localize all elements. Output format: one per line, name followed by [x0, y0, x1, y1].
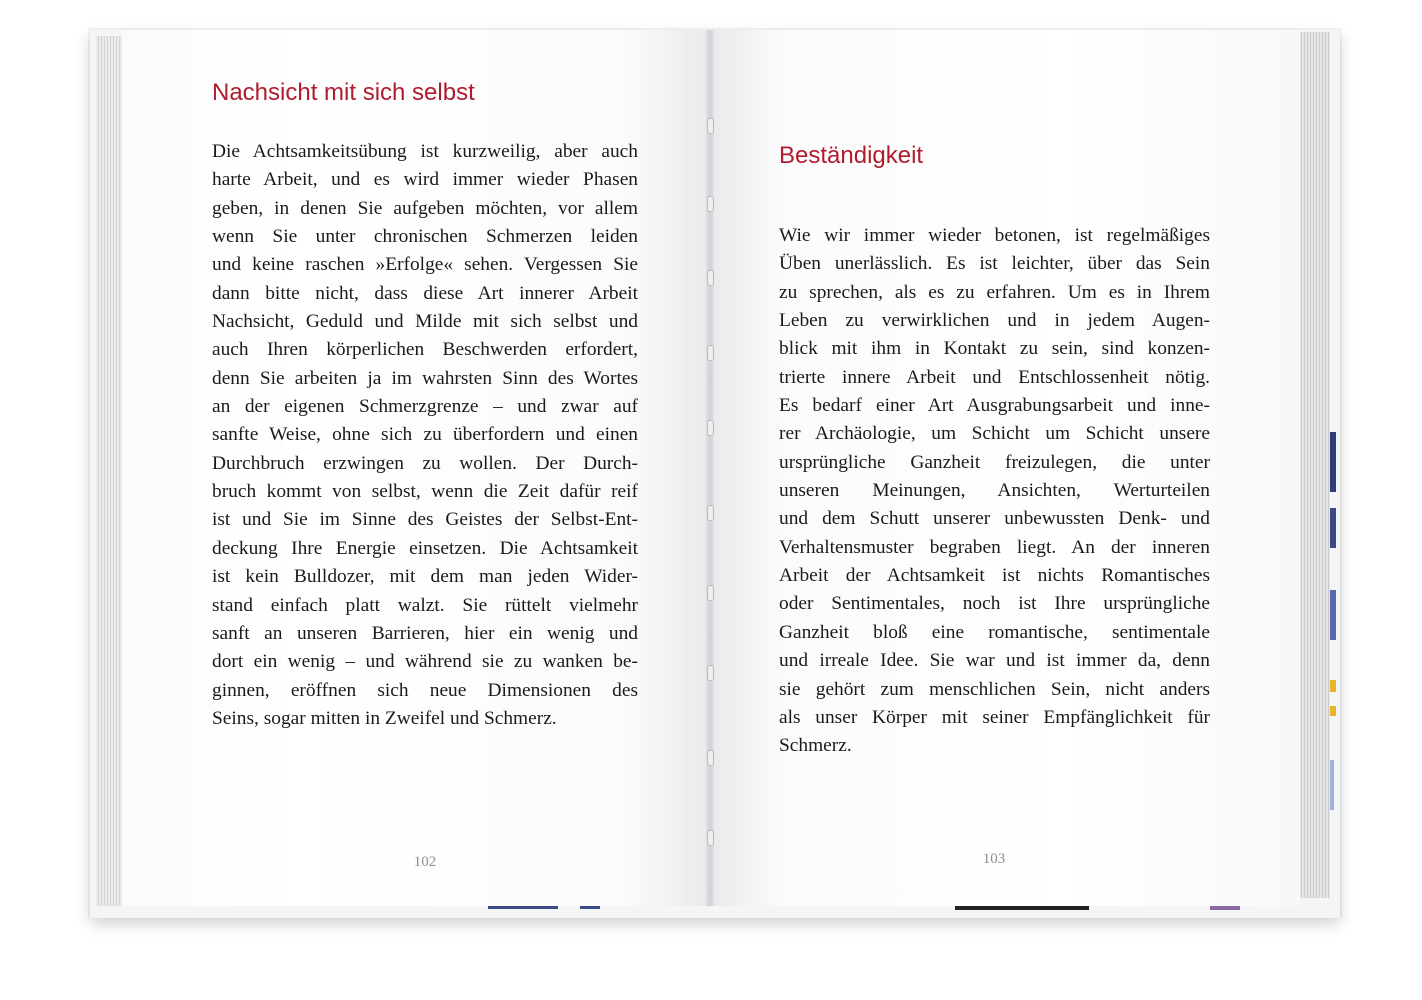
text-line: Die Achtsamkeitsübung ist kurzweilig, aber auch: [212, 141, 638, 162]
binding-stitch: [707, 420, 714, 436]
text-line: bruch kommt von selbst, wenn die Zeit dafür reif: [212, 481, 638, 503]
page-number-left: 102: [413, 854, 437, 870]
text-line: wenn Sie unter chronischen Schmerzen leiden: [212, 226, 638, 248]
text-line: denn Sie arbeiten ja im wahrsten Sinn des Wortes: [212, 367, 638, 389]
text-line: Üben unerlässlich. Es ist leichter, über das Sein: [779, 253, 1210, 275]
binding-stitch: [707, 585, 714, 601]
binding-stitch: [707, 665, 714, 681]
text-line: als unser Körper mit seiner Empfänglichkeit für: [779, 706, 1210, 728]
text-line: Arbeit der Achtsamkeit ist nichts Romantisches: [779, 565, 1210, 587]
left-page-heading: Nachsicht mit sich selbst: [212, 79, 475, 106]
text-line: Seins, sogar mitten in Zweifel und Schmerz.: [212, 707, 557, 729]
binding-stitch: [707, 345, 714, 361]
text-line: sie gehört zum menschlichen Sein, nicht anders: [779, 678, 1210, 700]
text-line: deckung Ihre Energie einsetzen. Die Achtsamkeit: [212, 537, 638, 559]
text-line: Durchbruch erzwingen zu wollen. Der Durch-: [212, 452, 638, 474]
text-line: stand einfach platt walzt. Sie rüttelt vielmehr: [212, 594, 638, 616]
text-line: sanft an unseren Barrieren, hier ein wenig und: [212, 622, 638, 644]
text-line: Es bedarf einer Art Ausgrabungsarbeit und inne-: [779, 395, 1210, 417]
text-line: blick mit ihm in Kontakt zu sein, sind konzen-: [779, 338, 1210, 360]
text-line: dann bitte nicht, dass diese Art innerer Arbeit: [212, 282, 638, 304]
text-line: Verhaltensmuster begraben liegt. An der inneren: [779, 536, 1210, 558]
text-line: Ganzheit bloß eine romantische, sentimentale: [779, 621, 1210, 643]
text-line: auch Ihren körperlichen Beschwerden erfordert,: [212, 339, 638, 361]
text-line: sanfte Weise, ohne sich zu überfordern und einen: [212, 424, 638, 446]
text-line: ginnen, eröffnen sich neue Dimensionen des: [212, 679, 638, 701]
text-line: trierte innere Arbeit und Entschlossenheit nötig.: [779, 366, 1210, 388]
binding-stitch: [707, 505, 714, 521]
left-page-body: [212, 138, 638, 733]
text-line: an der eigenen Schmerzgrenze – und zwar auf: [212, 396, 638, 418]
binding-stitch: [707, 750, 714, 766]
text-line: Leben zu verwirklichen und in jedem Augen-: [779, 310, 1210, 332]
binding-stitch: [707, 270, 714, 286]
cover-art-stroke: [1330, 432, 1336, 492]
right-page-heading: Beständigkeit: [779, 142, 924, 169]
text-line: zu sprechen, als es zu erfahren. Um es in Ihrem: [779, 281, 1210, 303]
cover-art-stroke: [955, 906, 1089, 910]
text-line: Nachsicht, Geduld und Milde mit sich selbst und: [212, 311, 638, 333]
text-line: ist und Sie im Sinne des Geistes der Selbst-Ent-: [212, 509, 638, 531]
text-line: und irreale Idee. Sie war und ist immer da, denn: [779, 650, 1210, 672]
cover-art-stroke: [1330, 508, 1336, 548]
binding-stitch: [707, 830, 714, 846]
text-line: ist kein Bulldozer, mit dem man jeden Wider-: [212, 566, 638, 588]
text-line: Schmerz.: [779, 735, 852, 757]
right-page-body: [779, 222, 1210, 761]
text-line: dort ein wenig – und während sie zu wanken be-: [212, 651, 638, 673]
text-line: und keine raschen »Erfolge« sehen. Vergessen Sie: [212, 254, 638, 276]
binding-stitch: [707, 118, 714, 134]
text-line: und dem Schutt unserer unbewussten Denk- und: [779, 508, 1210, 530]
cover-art-stroke: [1330, 590, 1336, 640]
text-line: unseren Meinungen, Ansichten, Werturteilen: [779, 480, 1210, 502]
binding-stitch: [707, 196, 714, 212]
text-line: rer Archäologie, um Schicht um Schicht unsere: [779, 423, 1210, 445]
page-edges-right: [1296, 32, 1330, 898]
text-line: oder Sentimentales, noch ist Ihre ursprüngliche: [779, 593, 1210, 615]
page-number-right: 103: [982, 851, 1006, 867]
cover-art-stroke: [1210, 906, 1240, 910]
text-line: ursprüngliche Ganzheit freizulegen, die unter: [779, 451, 1210, 473]
text-line: geben, in denen Sie aufgeben möchten, vor allem: [212, 197, 638, 219]
text-line: Wie wir immer wieder betonen, ist regelmäßiges: [779, 225, 1210, 246]
book-gutter: [706, 30, 714, 906]
text-line: harte Arbeit, und es wird immer wieder Phasen: [212, 169, 638, 191]
